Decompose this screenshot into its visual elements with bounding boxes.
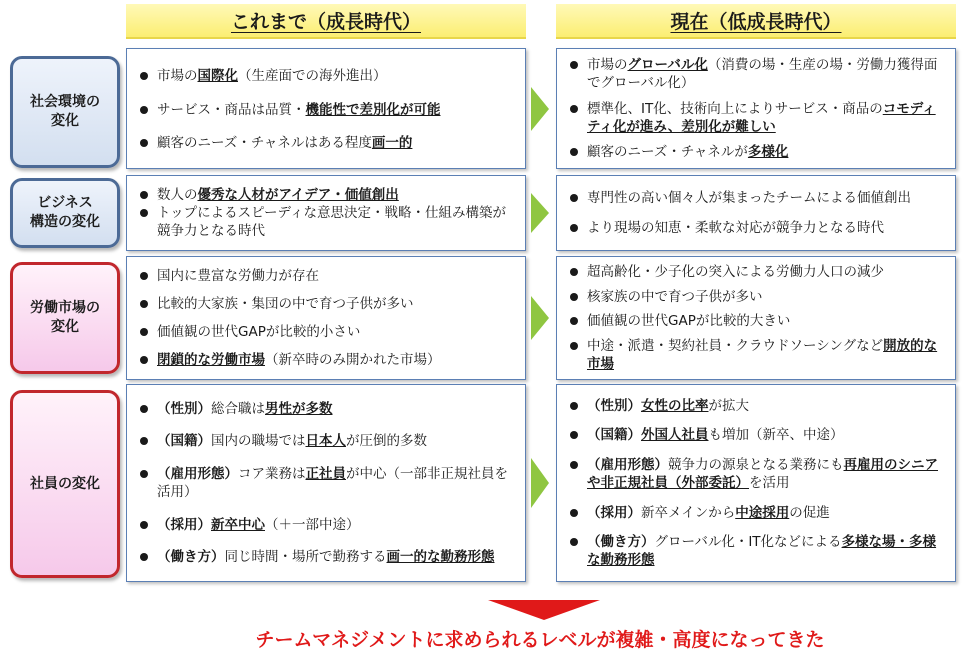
past-box-social bbox=[126, 48, 526, 169]
bullet-item bbox=[139, 548, 515, 566]
emphasis-text: 多様化 bbox=[747, 143, 789, 160]
bullet-item bbox=[569, 426, 945, 444]
category-label-line: ビジネス bbox=[37, 195, 93, 212]
emphasis-text: 画一的な勤務形態 bbox=[386, 549, 495, 566]
emphasis-text: コモディティ化が進み、差別化が難しい bbox=[587, 100, 936, 135]
present-box-business bbox=[556, 175, 956, 251]
emphasis-text: 多様な場・多様な勤務形態 bbox=[587, 534, 937, 569]
bullet-text: が拡大 bbox=[708, 397, 749, 414]
bullet-item bbox=[139, 101, 515, 119]
bullet-item bbox=[139, 67, 515, 85]
present-box-employees bbox=[556, 384, 956, 582]
bullet-heading: （雇用形態） bbox=[157, 465, 238, 482]
emphasis-text: 画一的 bbox=[371, 135, 413, 152]
bullet-item bbox=[139, 432, 515, 450]
emphasis-text: 再雇用のシニアや非正規社員（外部委託） bbox=[587, 456, 938, 491]
bullet-item bbox=[139, 351, 515, 369]
bullet-text: 顧客のニーズ・チャネルはある程度 bbox=[157, 135, 372, 152]
category-label-line: 社会環境の bbox=[30, 94, 100, 111]
emphasis-text: 日本人 bbox=[305, 433, 346, 450]
emphasis-text: 優秀な人材がアイデア・価値創出 bbox=[197, 187, 399, 203]
bullet-item bbox=[569, 456, 945, 492]
bullet-text: 価値観の世代GAPが比較的大きい bbox=[587, 313, 791, 330]
category-label-line: 労働市場の bbox=[30, 300, 100, 317]
category-label-line: 社員の変化 bbox=[30, 475, 100, 492]
bullet-text: サービス・商品は品質・ bbox=[157, 101, 306, 118]
bullet-item bbox=[139, 186, 515, 204]
bullet-text: 総合職は bbox=[211, 400, 265, 417]
bullet-text: 超高齢化・少子化の突入による労働力人口の減少 bbox=[587, 264, 884, 281]
bullet-item bbox=[569, 504, 945, 522]
bullet-item bbox=[569, 337, 945, 373]
bullet-text: トップによるスピーディな意思決定・戦略・仕組み構築が競争力となる時代 bbox=[157, 205, 506, 239]
bullet-item bbox=[569, 533, 945, 569]
bullet-item bbox=[569, 100, 945, 136]
bullet-item bbox=[139, 295, 515, 313]
past-box-labor bbox=[126, 256, 526, 380]
emphasis-text: 国際化 bbox=[197, 67, 238, 84]
bullet-text: 価値観の世代GAPが比較的小さい bbox=[157, 324, 361, 340]
bullet-item bbox=[569, 397, 945, 415]
bullet-text: 顧客のニーズ・チャネルが bbox=[587, 143, 748, 160]
past-box-employees bbox=[126, 384, 526, 582]
bullet-text: 同じ時間・場所で勤務する bbox=[224, 549, 387, 566]
emphasis-text: グローバル化 bbox=[627, 57, 708, 74]
bullet-heading: （働き方） bbox=[157, 549, 225, 566]
bullet-item bbox=[139, 516, 515, 534]
present-box-labor bbox=[556, 256, 956, 380]
category-employees bbox=[10, 390, 120, 578]
category-label-line: 変化 bbox=[51, 113, 79, 129]
past-box-business bbox=[126, 175, 526, 251]
right-arrow-icon bbox=[531, 48, 549, 169]
right-arrow-icon bbox=[531, 175, 549, 251]
bullet-item bbox=[139, 465, 515, 501]
bullet-heading: （国籍） bbox=[157, 433, 211, 450]
bullet-text: より現場の知恵・柔軟な対応が競争力となる時代 bbox=[587, 220, 884, 237]
bullet-item bbox=[139, 204, 515, 240]
bullet-item bbox=[569, 189, 945, 207]
bullet-text: の促進 bbox=[789, 504, 830, 521]
bullet-item bbox=[139, 323, 515, 341]
bullet-text: （新卒時のみ開かれた市場） bbox=[265, 352, 441, 368]
bullet-heading: （採用） bbox=[157, 516, 211, 533]
bullet-text: が中心（一部非正規社員を活用） bbox=[157, 465, 508, 500]
bullet-heading: （性別） bbox=[587, 397, 641, 414]
header-present-label: 現在（低成長時代） bbox=[670, 11, 842, 33]
bullet-text: 国内に豊富な労働力が存在 bbox=[157, 268, 319, 284]
category-social-environment bbox=[10, 56, 120, 168]
bullet-heading: （働き方） bbox=[587, 534, 655, 551]
bullet-item bbox=[569, 219, 945, 237]
bullet-text: 比較的大家族・集団の中で育つ子供が多い bbox=[157, 296, 414, 312]
bullet-text: 市場の bbox=[587, 57, 628, 74]
emphasis-text: 開放的な市場 bbox=[587, 337, 938, 372]
header-past bbox=[126, 4, 526, 39]
right-arrow-icon bbox=[531, 256, 549, 380]
bullet-text: 国内の職場では bbox=[211, 433, 306, 450]
bullet-heading: （雇用形態） bbox=[587, 456, 668, 473]
bullet-text: （＋一部中途） bbox=[265, 516, 360, 533]
bullet-item bbox=[139, 267, 515, 285]
emphasis-text: 男性が多数 bbox=[265, 400, 333, 417]
emphasis-text: 女性の比率 bbox=[641, 397, 709, 414]
header-past-label: これまで（成長時代） bbox=[230, 11, 421, 33]
bullet-heading: （採用） bbox=[587, 504, 641, 521]
bullet-item bbox=[139, 134, 515, 152]
bullet-item bbox=[569, 263, 945, 281]
emphasis-text: 閉鎖的な労働市場 bbox=[157, 352, 265, 368]
bullet-item bbox=[569, 56, 945, 92]
bullet-item bbox=[139, 400, 515, 418]
category-labor-market bbox=[10, 262, 120, 374]
header-present bbox=[556, 4, 956, 39]
bullet-item bbox=[569, 288, 945, 306]
bullet-text: 新卒メインから bbox=[641, 504, 736, 521]
emphasis-text: 機能性で差別化が可能 bbox=[305, 101, 441, 118]
bullet-item bbox=[569, 312, 945, 330]
bullet-text: 市場の bbox=[157, 67, 198, 84]
bullet-heading: （性別） bbox=[157, 400, 211, 417]
bullet-text: 数人の bbox=[157, 187, 198, 203]
category-business-structure bbox=[10, 178, 120, 248]
emphasis-text: 外国人社員 bbox=[641, 427, 709, 444]
bullet-text: （生産面での海外進出） bbox=[238, 67, 387, 84]
bullet-text: を活用 bbox=[749, 474, 790, 491]
category-label-line: 構造の変化 bbox=[30, 214, 100, 230]
emphasis-text: 中途採用 bbox=[735, 504, 790, 521]
right-arrow-icon bbox=[531, 384, 549, 582]
bullet-item bbox=[569, 143, 945, 161]
bullet-text: 専門性の高い個々人が集まったチームによる価値創出 bbox=[587, 189, 911, 206]
conclusion-text: チームマネジメントに求められるレベルが複雑・高度になってきた bbox=[255, 629, 825, 651]
present-box-social bbox=[556, 48, 956, 169]
bullet-text: 競争力の源泉となる業務にも bbox=[668, 456, 844, 473]
bullet-text: も増加（新卒、中途） bbox=[708, 427, 844, 444]
bullet-text: グローバル化・IT化などによる bbox=[654, 534, 842, 551]
bullet-text: 中途・派遣・契約社員・クラウドソーシングなど bbox=[587, 337, 884, 354]
bullet-text: （消費の場・生産の場・労働力獲得面でグローバル化） bbox=[587, 57, 938, 92]
bullet-text: が圧倒的多数 bbox=[346, 433, 427, 450]
bullet-heading: （国籍） bbox=[587, 427, 641, 444]
bullet-text: 核家族の中で育つ子供が多い bbox=[587, 288, 763, 305]
emphasis-text: 正社員 bbox=[305, 465, 346, 482]
emphasis-text: 新卒中心 bbox=[211, 516, 265, 533]
category-label-line: 変化 bbox=[51, 319, 79, 335]
bullet-text: 標準化、IT化、技術向上によりサービス・商品の bbox=[587, 100, 883, 117]
bullet-text: コア業務は bbox=[238, 465, 306, 482]
